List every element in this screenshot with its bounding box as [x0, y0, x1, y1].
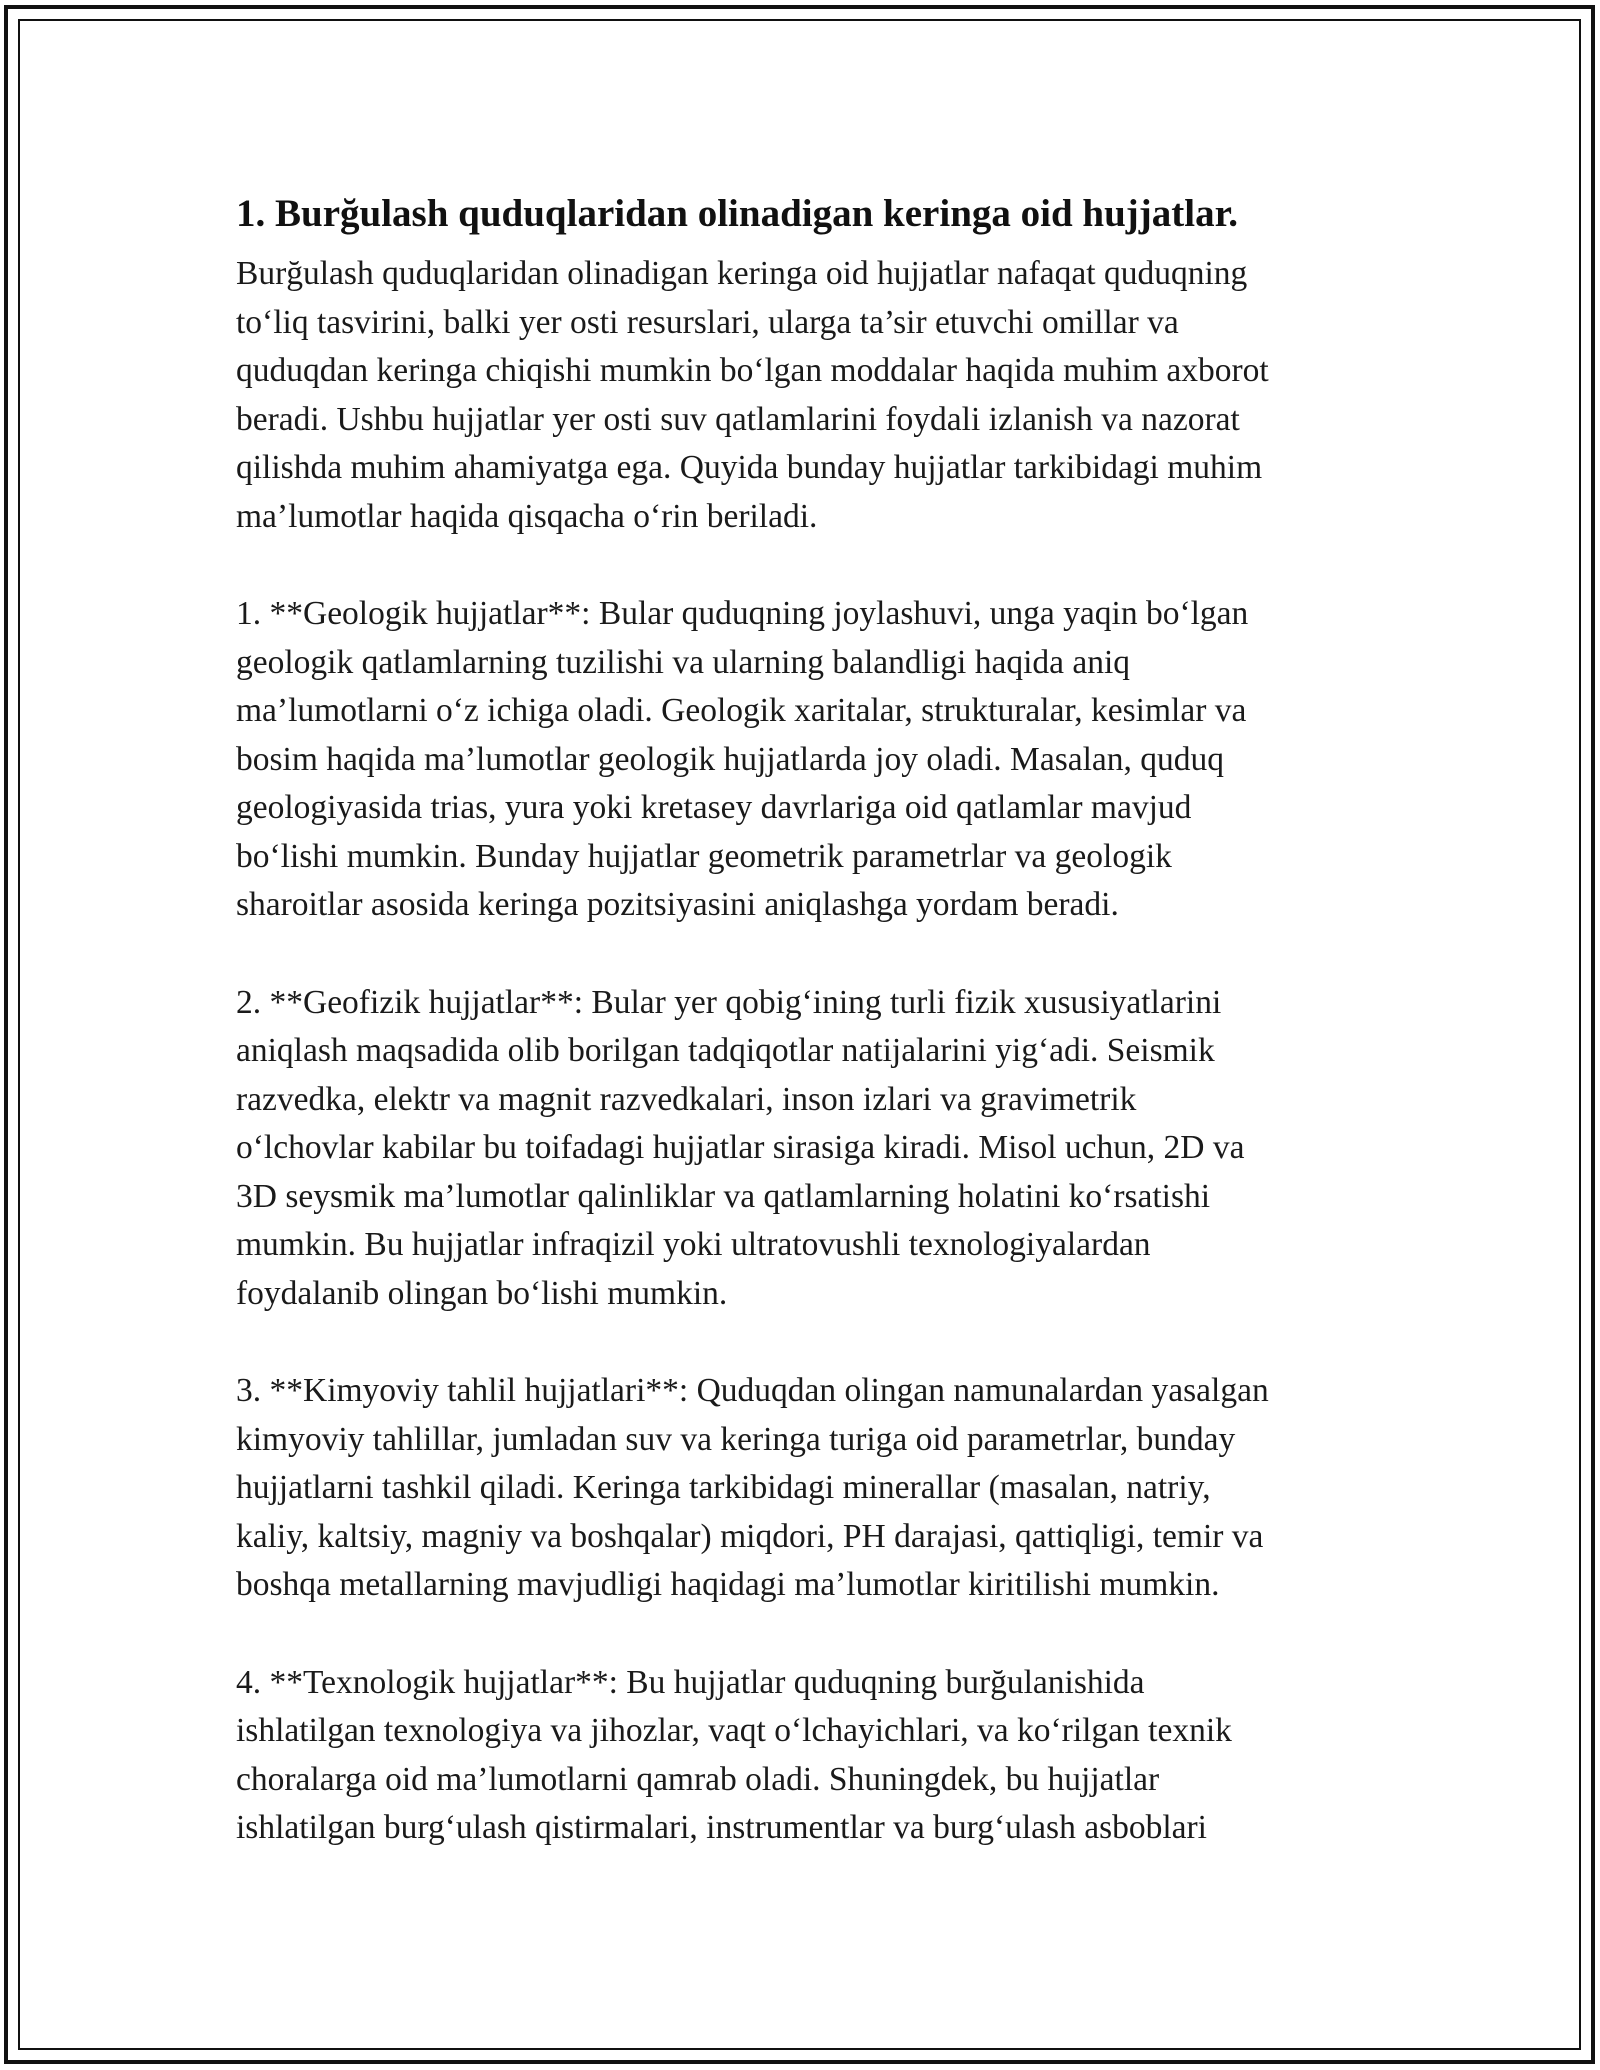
technological-documents-paragraph: 4. **Texnologik hujjatlar**: Bu hujjatlar quduqning burğulanishida ishlatilgan texnologiya va jihozlar, vaqt o‘lchayichlari, va ko‘rilgan texnik choralarga oid ma’lumotlarni qamrab oladi. Shuningdek, bu hujjatlar ishlatilgan burg‘ulash qistirmalari, instrumentlar va burg‘ulash asboblari — [236, 1663, 1232, 1846]
document-body — [236, 188, 1376, 1902]
geological-documents-paragraph: 1. **Geologik hujjatlar**: Bular quduqning joylashuvi, unga yaqin bo‘lgan geologik qatlamlarning tuzilishi va ularning balandligi haqida aniq ma’lumotlarni o‘z ichiga oladi. Geologik xaritalar, strukturalar, kesimlar va bosim haqida ma’lumotlar geologik hujjatlarda joy oladi. Masalan, quduq geologiyasida trias, yura yoki kretasey davrlariga oid qatlamlar mavjud bo‘lishi mumkin. Bunday hujjatlar geometrik parametrlar va geologik sharoitlar asosida keringa pozitsiyasini aniqlashga yordam beradi. — [236, 595, 1249, 923]
geophysical-documents-paragraph: 2. **Geofizik hujjatlar**: Bular yer qobig‘ining turli fizik xususiyatlarini aniqlash maqsadida olib borilgan tadqiqotlar natijalarini yig‘adi. Seismik razvedka, elektr va magnit razvedkalari, inson izlari va gravimetrik o‘lchovlar kabilar bu toifadagi hujjatlar sirasiga kiradi. Misol uchun, 2D va 3D seysmik ma’lumotlar qalinliklar va qatlamlarning holatini ko‘rsatishi mumkin. Bu hujjatlar infraqizil yoki ultratovushli texnologiyalardan foydalanib olingan bo‘lishi mumkin. — [236, 983, 1245, 1312]
document-heading: 1. Burğulash quduqlaridan olinadigan keringa oid hujjatlar. — [236, 192, 1239, 235]
chemical-analysis-paragraph: 3. **Kimyoviy tahlil hujjatlari**: Quduqdan olingan namunalardan yasalgan kimyoviy tahlillar, jumladan suv va keringa turiga oid parametrlar, bunday hujjatlarni tashkil qiladi. Keringa tarkibidagi minerallar (masalan, natriy, kaliy, kaltsiy, magniy va boshqalar) miqdori, PH darajasi, qattiqligi, temir va boshqa metallarning mavjudligi haqidagi ma’lumotlar kiritilishi mumkin. — [236, 1372, 1269, 1603]
intro-paragraph: Burğulash quduqlaridan olinadigan keringa oid hujjatlar nafaqat quduqning to‘liq tasvirini, balki yer osti resurslari, ularga ta’sir etuvchi omillar va quduqdan keringa chiqishi mumkin bo‘lgan moddalar haqida muhim axborot beradi. Ushbu hujjatlar yer osti suv qatlamlarini foydali izlanish va nazorat qilishda muhim ahamiyatga ega. Quyida bunday hujjatlar tarkibidagi muhim ma’lumotlar haqida qisqacha o‘rin beriladi. — [236, 255, 1269, 535]
